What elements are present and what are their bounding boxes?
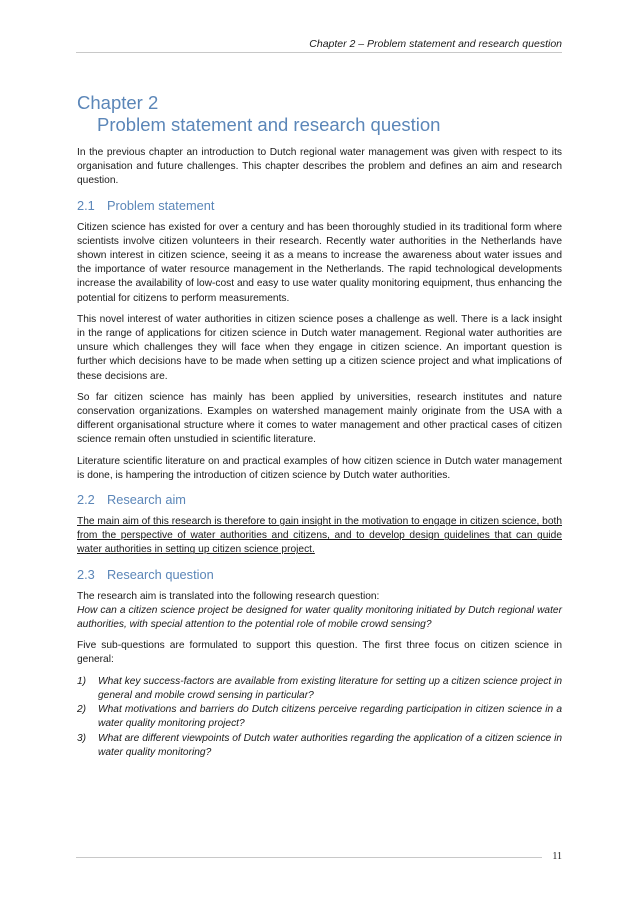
- paragraph: The research aim is translated into the following research question:: [77, 590, 380, 602]
- section-title: Problem statement: [107, 197, 215, 213]
- list-item-text: What are different viewpoints of Dutch water authorities regarding the application of a citizen science in water quality monitoring?: [98, 732, 562, 758]
- chapter-title: Problem statement and research question: [97, 114, 441, 135]
- paragraph: Citizen science has existed for over a century and has been thoroughly studied in its traditional form where scientists involve citizen volunteers in their research. Recently water authorities in the Netherlands have shown interest in citizen science, seeing it as a means to increase the awareness about water issues and the importance of water resource management in the Netherlands. The rapid technological developments increase the availability of low-cost and easy to use water quality monitoring equipment, thus enhancing the potential for citizens to perform measurements.: [77, 221, 562, 304]
- main-research-question: How can a citizen science project be designed for water quality monitoring initiated by Dutch regional water authorities, with special attention to the potential role of mobile crowd sensing?: [77, 604, 562, 631]
- running-header: Chapter 2 – Problem statement and research question: [309, 38, 562, 50]
- section-title: Research question: [107, 566, 214, 582]
- list-marker: 3): [77, 732, 87, 744]
- chapter-intro: In the previous chapter an introduction to Dutch regional water management was given with respect to its organisation and future challenges. This chapter describes the problem and defines an aim and research question.: [77, 147, 562, 187]
- section-title: Research aim: [107, 492, 186, 508]
- section-heading-problem-statement: [77, 198, 562, 214]
- footer-divider: [76, 857, 542, 858]
- list-item: [77, 675, 562, 703]
- list-item: [77, 703, 562, 731]
- paragraph: This novel interest of water authorities in citizen science poses a challenge as well. There is a lack insight in the range of applications for citizen science in Dutch water management. Regional water authorities are unsure which challenges they will face when they engage in citizen science. An important question is further which decisions have to be made when setting up a citizen science project and what implications of these decisions are.: [77, 313, 562, 382]
- list-item: [77, 732, 562, 760]
- paragraph: Five sub-questions are formulated to support this question. The first three focus on citizen science in general:: [77, 640, 562, 666]
- chapter-label: Chapter 2: [77, 92, 159, 113]
- sub-question-list: [77, 675, 562, 760]
- list-item-text: What key success-factors are available from existing literature for setting up a citizen science project in general and mobile crowd sensing in particular?: [98, 675, 562, 701]
- list-marker: 1): [77, 675, 87, 687]
- list-marker: 2): [77, 704, 87, 716]
- section-number: 2.2: [77, 492, 95, 508]
- section-heading-research-aim: [77, 492, 562, 508]
- research-aim-paragraph: The main aim of this research is therefore to gain insight in the motivation to engage in citizen science, both from the perspective of water authorities and citizens, and to develop design guidelines that can guide water authorities in setting up citizen science project.: [77, 516, 562, 556]
- paragraph: So far citizen science has mainly has been applied by universities, research institutes and nature conservation organizations. Examples on watershed management mainly originate from the USA with a different organisational structure where it comes to water management and other practical cases of citizen science remain often unstudied in scientific literature.: [77, 391, 562, 446]
- page-content: [77, 92, 562, 760]
- paragraph: Literature scientific literature on and practical examples of how citizen science in Dutch water management is done, is hampering the introduction of citizen science by Dutch water authorities.: [77, 455, 562, 481]
- section-number: 2.3: [77, 566, 95, 582]
- list-item-text: What motivations and barriers do Dutch citizens perceive regarding participation in citizen science in a water quality monitoring project?: [98, 704, 562, 730]
- header-divider: [76, 52, 562, 53]
- section-heading-research-question: [77, 567, 562, 583]
- section-number: 2.1: [77, 197, 95, 213]
- page-number: 11: [552, 851, 562, 862]
